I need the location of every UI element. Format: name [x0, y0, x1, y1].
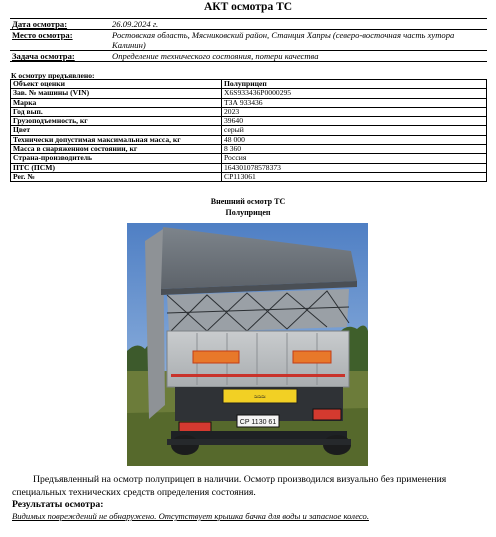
results-heading: Результаты осмотра: — [12, 499, 104, 510]
spec-row — [11, 172, 487, 181]
warning-plate-mark: ≈≈≈ — [254, 394, 266, 401]
spec-label: Масса в снаряженном состоянии, кг — [11, 145, 222, 154]
inspection-info-table — [10, 18, 487, 62]
spec-label: Год вып. — [11, 107, 222, 116]
spec-label: Марка — [11, 98, 222, 107]
info-value: Ростовская область, Мясниковский район, Станция Хапры (северо-восточная часть хутора Калинин) — [110, 30, 487, 51]
spec-value: 48 000 — [222, 135, 487, 144]
page-title: АКТ осмотра ТС — [203, 1, 293, 13]
info-row-task — [10, 51, 487, 62]
tail-light-right — [313, 409, 341, 420]
photo-section-subheading: Полуприцеп — [225, 208, 271, 217]
spec-value: ТЗА 933436 — [222, 98, 487, 107]
spec-value: X6S933436P0000295 — [222, 89, 487, 98]
spec-label: Цвет — [11, 126, 222, 135]
spec-value: 8 360 — [222, 145, 487, 154]
spec-label: Технически допустимая максимальная масса, кг — [11, 135, 222, 144]
body-paragraph: Предъявленный на осмотр полуприцеп в наличии. Осмотр производился визуально без применения специальных технических средств определения состояния. — [12, 474, 447, 498]
spec-value: Полуприцеп — [222, 80, 487, 89]
info-label: Дата осмотра: — [10, 19, 110, 30]
semitrailer-photo — [127, 223, 368, 466]
spec-value: 39640 — [222, 117, 487, 126]
reflector-right — [293, 351, 331, 363]
info-value: 26.09.2024 г. — [110, 19, 487, 30]
spec-value: Россия — [222, 154, 487, 163]
license-plate-text: СР 1130 61 — [239, 419, 277, 426]
results-text: Видимых повреждений не обнаружено. Отсутствует крышка бачка для воды и запасное колесо. — [12, 511, 369, 521]
spec-label: Страна-производитель — [11, 154, 222, 163]
spec-row — [11, 89, 487, 98]
reflector-left — [193, 351, 239, 363]
info-row-date — [10, 19, 487, 30]
info-value: Определение технического состояния, потери качества — [110, 51, 487, 62]
info-label: Место осмотра: — [10, 30, 110, 51]
spec-row — [11, 154, 487, 163]
bumper-bar — [171, 431, 347, 439]
spec-row — [11, 117, 487, 126]
underside — [167, 439, 351, 445]
spec-label: Объект оценки — [11, 80, 222, 89]
photo-section-heading: Внешний осмотр ТС — [210, 197, 286, 206]
spec-value: СР113061 — [222, 172, 487, 181]
spec-label: Грузоподъемность, кг — [11, 117, 222, 126]
spec-label: Рег. № — [11, 172, 222, 181]
spec-value: серый — [222, 126, 487, 135]
info-label: Задача осмотра: — [10, 51, 110, 62]
info-row-place — [10, 30, 487, 51]
spec-heading: К осмотру предъявлено: — [11, 71, 95, 80]
red-stripe — [171, 374, 345, 377]
spec-row — [11, 98, 487, 107]
spec-label: ПТС (ПСМ) — [11, 163, 222, 172]
spec-value: 164301078578373 — [222, 163, 487, 172]
spec-row — [11, 126, 487, 135]
vehicle-spec-table — [10, 79, 487, 182]
tail-light-left — [179, 422, 211, 432]
spec-value: 2023 — [222, 107, 487, 116]
spec-label: Зав. № машины (VIN) — [11, 89, 222, 98]
